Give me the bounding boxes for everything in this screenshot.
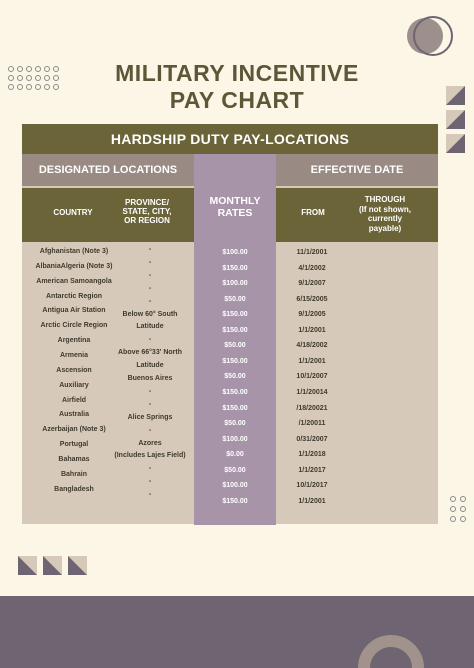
- rate-cell: $50.00: [224, 295, 246, 303]
- from-date-cell: 4/18/2002: [296, 342, 328, 350]
- country-cell: Arctic Circle Region: [40, 322, 108, 330]
- province-cell: -: [148, 491, 152, 499]
- province-cell: -: [148, 284, 152, 292]
- rate-cell: $50.00: [224, 420, 246, 428]
- from-date-cell: 1/1/2001: [298, 497, 326, 505]
- country-cell: Portugal: [59, 441, 89, 449]
- country-cell: American Samoangola: [36, 277, 112, 285]
- from-date-cell: 1/1/2001: [298, 326, 326, 334]
- dot-grid-right: [450, 496, 466, 522]
- rate-cell: $150.00: [222, 357, 248, 365]
- province-cell: Latitude: [136, 362, 164, 370]
- title-line-1: MILITARY INCENTIVE: [115, 60, 359, 86]
- province-cell: -: [148, 387, 152, 395]
- from-date-cell: /18/20021: [296, 404, 328, 412]
- from-date-cell: /1/20011: [298, 420, 326, 428]
- country-cell: Ascension: [56, 366, 92, 374]
- province-cell: -: [148, 297, 152, 305]
- from-date-cell: 1/1/2001: [298, 357, 326, 365]
- country-cell: Bahrain: [60, 470, 88, 478]
- monthly-rates-header: MONTHLY RATES: [209, 195, 261, 219]
- province-column-header: PROVINCE/ STATE, CITY, OR REGION: [122, 197, 172, 225]
- country-cell: Antigua Air Station: [42, 307, 106, 315]
- rate-cell: $150.00: [222, 326, 248, 334]
- from-date-cell: 9/1/2005: [298, 311, 326, 319]
- from-date-cell: 0/31/2007: [296, 435, 328, 443]
- effective-date-header: EFFECTIVE DATE: [276, 154, 438, 186]
- title-line-2: PAY CHART: [169, 87, 305, 113]
- overlapping-circles-icon: [403, 14, 453, 58]
- province-cell: (Includes Lajes Field): [114, 452, 186, 460]
- rate-cell: $50.00: [224, 373, 246, 381]
- half-ring-icon: [356, 626, 426, 668]
- country-cell: Argentina: [57, 337, 91, 345]
- country-cell: Auxiliary: [59, 381, 89, 389]
- country-cell: Antarctic Region: [45, 292, 102, 300]
- province-cell: Above 66°33' North: [118, 349, 182, 357]
- province-cell: -: [148, 400, 152, 408]
- country-cell: Australia: [59, 411, 89, 419]
- rate-cell: $100.00: [222, 280, 248, 288]
- rate-cell: $100.00: [222, 482, 248, 490]
- page-title: [0, 60, 474, 114]
- province-cell: -: [148, 478, 152, 486]
- rate-cell: $150.00: [222, 497, 248, 505]
- rate-cell: $50.00: [224, 466, 246, 474]
- province-cell: -: [148, 246, 152, 253]
- from-date-cell: 10/1/2017: [296, 482, 328, 490]
- from-date-cell: 1/1/20014: [296, 388, 328, 396]
- province-cell: -: [148, 426, 152, 434]
- rate-cell: $0.00: [226, 451, 244, 459]
- province-cell: Azores: [138, 439, 162, 447]
- province-cell: Below 60° South: [122, 310, 178, 318]
- country-cell: Airfield: [61, 396, 87, 404]
- rate-cell: $150.00: [222, 264, 248, 272]
- province-cell: -: [148, 271, 152, 279]
- from-date-cell: 1/1/2017: [298, 466, 326, 474]
- rate-cell: $150.00: [222, 311, 248, 319]
- province-cell: Latitude: [136, 323, 164, 331]
- country-cell: Afghanistan (Note 3): [39, 248, 109, 255]
- country-cell: Bangladesh: [54, 485, 94, 493]
- province-cell: Buenos Aires: [127, 375, 173, 382]
- rate-cell: $100.00: [222, 249, 248, 256]
- province-cell: -: [148, 465, 152, 473]
- country-cell: Azerbaijan (Note 3): [42, 426, 106, 434]
- section-banner: HARDSHIP DUTY PAY-LOCATIONS: [22, 124, 438, 154]
- country-cell: Bahamas: [58, 455, 90, 463]
- rate-cell: $100.00: [222, 435, 248, 443]
- from-date-cell: 4/1/2002: [298, 264, 326, 272]
- province-cell: Alice Springs: [127, 413, 173, 421]
- rate-cell: $50.00: [224, 342, 246, 350]
- rate-cell: $150.00: [222, 388, 248, 396]
- country-cell: Armenia: [59, 351, 88, 359]
- designated-locations-header: DESIGNATED LOCATIONS: [22, 154, 194, 186]
- through-column-header: THROUGH (If not shown, currently payable): [359, 195, 411, 233]
- from-date-cell: 1/1/2018: [298, 451, 326, 459]
- country-cell: AlbaniaAlgeria (Note 3): [35, 262, 113, 270]
- from-date-cell: 11/1/2001: [296, 249, 328, 256]
- from-date-cell: 9/1/2007: [298, 280, 326, 288]
- from-date-cell: 10/1/2007: [296, 373, 328, 381]
- province-cell: -: [148, 336, 152, 344]
- province-cell: -: [148, 258, 152, 266]
- from-column-header: FROM: [301, 207, 325, 217]
- rate-cell: $150.00: [222, 404, 248, 412]
- triangle-squares-bottom-icon: [18, 556, 90, 576]
- from-date-cell: 6/15/2005: [296, 295, 328, 303]
- country-column-header: COUNTRY: [53, 207, 93, 217]
